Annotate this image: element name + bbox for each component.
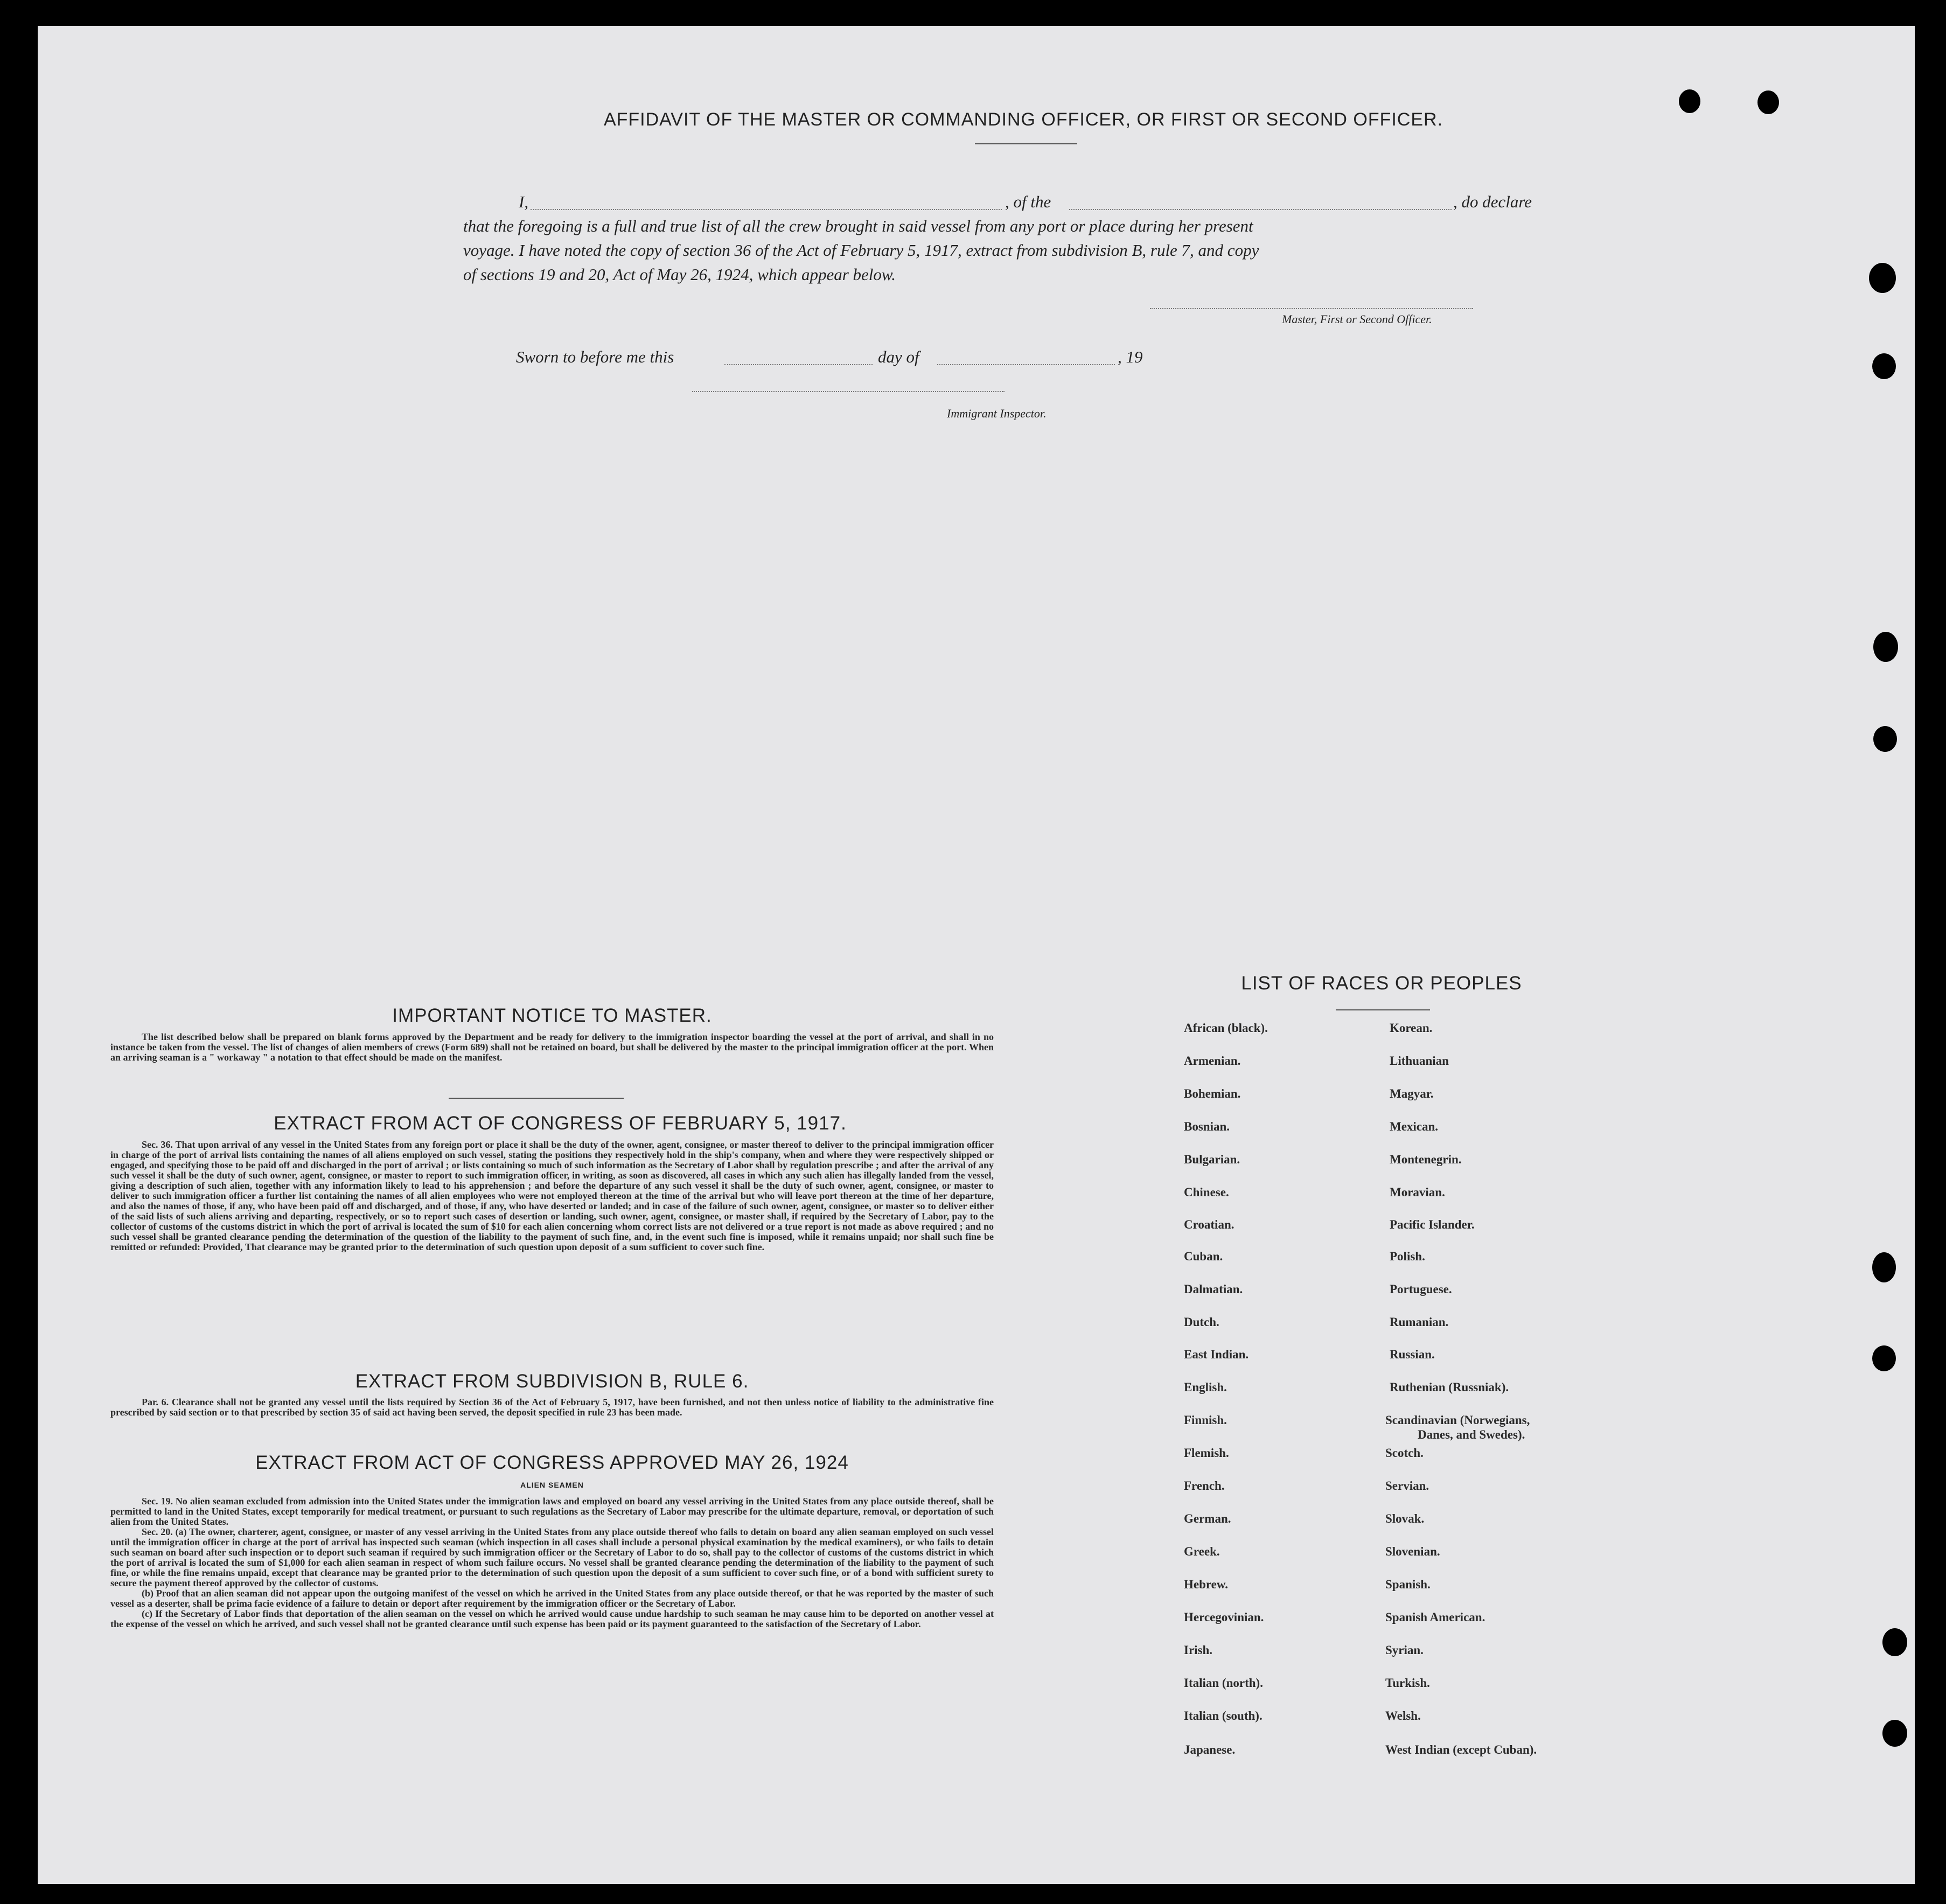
punch-hole xyxy=(1882,1720,1907,1747)
race-item: Bulgarian. xyxy=(1184,1153,1240,1166)
day-of-text: day of xyxy=(878,347,919,366)
race-item: Dutch. xyxy=(1184,1315,1219,1329)
race-item: Rumanian. xyxy=(1390,1315,1449,1329)
race-item: Pacific Islander. xyxy=(1390,1218,1475,1231)
affidavit-line-4: of sections 19 and 20, Act of May 26, 1924, which appear below. xyxy=(463,265,896,284)
punch-hole xyxy=(1679,89,1700,113)
race-item: Cuban. xyxy=(1184,1250,1223,1263)
race-item: Magyar. xyxy=(1390,1087,1434,1100)
race-item: Italian (north). xyxy=(1184,1676,1263,1690)
race-item: Lithuanian xyxy=(1390,1054,1449,1068)
race-item: Russian. xyxy=(1390,1348,1435,1361)
race-item: African (black). xyxy=(1184,1021,1268,1035)
race-item: Syrian. xyxy=(1385,1643,1424,1657)
punch-hole xyxy=(1873,632,1898,662)
race-item: Croatian. xyxy=(1184,1218,1234,1231)
races-divider xyxy=(1336,1009,1430,1010)
alien-seamen-subtitle: ALIEN SEAMEN xyxy=(520,1481,584,1489)
race-item: Scotch. xyxy=(1385,1446,1424,1460)
race-item: Spanish. xyxy=(1385,1578,1431,1591)
affidavit-line-2: that the foregoing is a full and true list of all the crew brought in said vessel from any port or place during her present xyxy=(463,217,1253,235)
race-item: Bohemian. xyxy=(1184,1087,1241,1100)
race-item: Greek. xyxy=(1184,1545,1220,1558)
race-item: Ruthenian (Russniak). xyxy=(1390,1380,1509,1394)
race-item: Armenian. xyxy=(1184,1054,1241,1068)
race-item: Spanish American. xyxy=(1385,1610,1485,1624)
race-item: Moravian. xyxy=(1390,1185,1445,1199)
extract-rule6-body xyxy=(110,1397,994,1418)
inspector-caption: Immigrant Inspector. xyxy=(947,407,1047,420)
race-item-continued: Danes, and Swedes). xyxy=(1418,1428,1525,1441)
race-item: East Indian. xyxy=(1184,1348,1249,1361)
punch-hole xyxy=(1757,90,1779,114)
affidavit-of-the: , of the xyxy=(1005,192,1051,211)
race-item: Bosnian. xyxy=(1184,1120,1230,1133)
inspector-signature-line xyxy=(692,391,1005,392)
races-title: LIST OF RACES OR PEOPLES xyxy=(1241,973,1522,994)
race-item: Mexican. xyxy=(1390,1120,1439,1133)
vessel-blank-line xyxy=(1069,209,1452,210)
affidavit-line-3: voyage. I have noted the copy of section 36 of the Act of February 5, 1917, extract from subdivision B, rule 7, and copy xyxy=(463,241,1259,260)
section-20a-paragraph: Sec. 20. (a) The owner, charterer, agent, consignee, or master of any vessel arriving in the United States from any place outside thereof who fails to detain on board any alien seaman employed on such vessel until the immigration officer in charge at the port of arrival has inspected such seaman (which inspection in all cases shall include a personal physical examination by the medical examiners), or who fails to detain such seaman on board after such inspection or to deport such seaman if required by such immigration officer or the Secretary of Labor to do so, shall pay to the collector of customs of the customs district in which the port of arrival is located the sum of $1,000 for each alien seaman in respect of whom such failure occurs. No vessel shall be granted clearance pending the determination of the liability to the payment of such fine, or while the fine remains unpaid, except that clearance may be granted prior to the determination of such question upon the deposit of a sum sufficient to cover such fine, or of a bond with sufficient surety to secure the payment thereof approved by the collector of customs. xyxy=(110,1526,994,1588)
race-item: Flemish. xyxy=(1184,1446,1229,1460)
section-20c-paragraph: (c) If the Secretary of Labor finds that deportation of the alien seaman on the vessel on which he arrived would cause undue hardship to such seaman he may cause him to be deported on another vessel at the expense of the vessel on which he arrived, and such vessel shall not be granted clearance until such expense has been paid or its payment guaranteed to the satisfaction of the Secretary of Labor. xyxy=(110,1608,994,1629)
punch-hole xyxy=(1872,1345,1896,1371)
affidavit-i: I, xyxy=(519,192,529,211)
race-item: Slovak. xyxy=(1385,1512,1425,1525)
race-item: English. xyxy=(1184,1380,1227,1394)
section-19-paragraph: Sec. 19. No alien seaman excluded from admission into the United States under the immigration laws and employed on board any vessel arriving in the United States from any place outside thereof, shall be permitted to land in the United States, except temporarily for medical treatment, or pursuant to such regulations as the Secretary of Labor may prescribe for the ultimate departure, removal, or deportation of such alien from the United States. xyxy=(110,1496,994,1527)
notice-body xyxy=(110,1032,994,1063)
race-item: Scandinavian (Norwegians, xyxy=(1385,1413,1530,1427)
month-blank-line xyxy=(937,364,1115,365)
sworn-text: Sworn to before me this xyxy=(516,347,674,366)
race-item: Korean. xyxy=(1390,1021,1433,1035)
section-divider xyxy=(449,1098,624,1099)
notice-paragraph: The list described below shall be prepared on blank forms approved by the Department and be ready for delivery to the immigration inspector boarding the vessel at the port of arrival, and shall in no instance be taken from the vessel. The list of changes of alien members of crews (Form 689) shall not be retained on board, but shall be delivered by the master to the principal immigration officer at the port. When an arriving seaman is a " workaway " a notation to that effect should be made on the manifest. xyxy=(110,1031,994,1063)
race-item: Slovenian. xyxy=(1385,1545,1440,1558)
race-item: Finnish. xyxy=(1184,1413,1227,1427)
race-item: Irish. xyxy=(1184,1643,1213,1657)
extract-1924-body xyxy=(110,1496,994,1629)
race-item: Welsh. xyxy=(1385,1709,1421,1722)
race-item: Hercegovinian. xyxy=(1184,1610,1264,1624)
race-item: Italian (south). xyxy=(1184,1709,1263,1722)
race-item: Polish. xyxy=(1390,1250,1425,1263)
race-item: West Indian (except Cuban). xyxy=(1385,1743,1537,1756)
punch-hole xyxy=(1872,353,1896,379)
punch-hole xyxy=(1882,1628,1907,1656)
year-prefix: , 19 xyxy=(1118,347,1143,366)
name-blank-line xyxy=(531,209,1002,210)
race-item: German. xyxy=(1184,1512,1231,1525)
title-divider xyxy=(975,143,1077,144)
race-item: Turkish. xyxy=(1385,1676,1430,1690)
extract-1917-body xyxy=(110,1140,994,1252)
race-item: Servian. xyxy=(1385,1479,1429,1492)
punch-hole xyxy=(1869,263,1896,293)
race-item: Portuguese. xyxy=(1390,1282,1452,1296)
signature-caption: Master, First or Second Officer. xyxy=(1282,312,1432,326)
race-item: Montenegrin. xyxy=(1390,1153,1462,1166)
race-item: Japanese. xyxy=(1184,1743,1236,1756)
race-item: Dalmatian. xyxy=(1184,1282,1243,1296)
affidavit-title: AFFIDAVIT OF THE MASTER OR COMMANDING OFFICER, OR FIRST OR SECOND OFFICER. xyxy=(603,109,1443,130)
section-20b-paragraph: (b) Proof that an alien seaman did not appear upon the outgoing manifest of the vessel on which he arrived in the United States from any place outside thereof, or that he was reported by the master of such vessel as a deserter, shall be prima facie evidence of a failure to detain or deport after requirement by the immigration officer or the Secretary of Labor. xyxy=(110,1588,994,1609)
punch-hole xyxy=(1872,1252,1896,1282)
par-6-paragraph: Par. 6. Clearance shall not be granted any vessel until the lists required by Section 36 of the Act of February 5, 1917, have been furnished, and not then unless notice of liability to the administrative fine prescribed by said section or to that prescribed by section 35 of said act having been served, the deposit specified in rule 23 has been made. xyxy=(110,1397,994,1418)
document-page xyxy=(38,26,1915,1884)
day-blank-line xyxy=(724,364,873,365)
extract-1917-title: EXTRACT FROM ACT OF CONGRESS OF FEBRUARY 5, 1917. xyxy=(274,1113,847,1134)
section-36-paragraph: Sec. 36. That upon arrival of any vessel in the United States from any foreign port or place it shall be the duty of the owner, agent, consignee, or master thereof to deliver to the principal immigration officer in charge of the port of arrival lists containing the names of all aliens employed on such vessel, stating the positions they respectively hold in the ship's company, when and where they were respectively shipped or engaged, and specifying those to be paid off and discharged in the port of arrival ; or lists containing so much of such information as the Secretary of Labor shall by regulation prescribe ; and after the arrival of any such vessel it shall be the duty of such owner, agent, consignee, or master to report to such immigration officer, in writing, as soon as discovered, all cases in which any such alien has illegally landed from the vessel, giving a description of such alien, together with any information likely to lead to his apprehension ; and before the departure of any such vessel it shall be the duty of such owner, agent, consignee, or master to deliver to such immigration officer a further list containing the names of all alien employees who were not employed thereon at the time of the arrival but who will leave port thereon at the time of her departure, and also the names of those, if any, who have been paid off and discharged, and of those, if any, who have deserted or landed; and in case of the failure of such owner, agent, consignee, or master so to deliver either of the said lists of such aliens arriving and departing, respectively, or so to report such cases of desertion or landing, such owner, agent, consignee, or master shall, if required by the Secretary of Labor, pay to the collector of customs of the customs district in which the port of arrival is located the sum of $10 for each alien concerning whom correct lists are not delivered or a true report is not made as above required ; and no such vessel shall be granted clearance pending the determination of the question of the liability to the payment of such fine, and, in the event such fine is imposed, while it remains unpaid; nor shall such fine be remitted or refunded: Provided, That clearance may be granted prior to the determination of such question upon deposit of a sum sufficient to cover such fine. xyxy=(110,1139,994,1252)
extract-1924-title: EXTRACT FROM ACT OF CONGRESS APPROVED MAY 26, 1924 xyxy=(255,1452,849,1473)
punch-hole xyxy=(1873,726,1897,752)
race-item: Chinese. xyxy=(1184,1185,1229,1199)
signature-line xyxy=(1150,308,1473,309)
notice-title: IMPORTANT NOTICE TO MASTER. xyxy=(392,1005,712,1026)
race-item: French. xyxy=(1184,1479,1225,1492)
extract-rule6-title: EXTRACT FROM SUBDIVISION B, RULE 6. xyxy=(355,1371,749,1392)
race-item: Hebrew. xyxy=(1184,1578,1228,1591)
affidavit-declare: , do declare xyxy=(1453,192,1532,211)
